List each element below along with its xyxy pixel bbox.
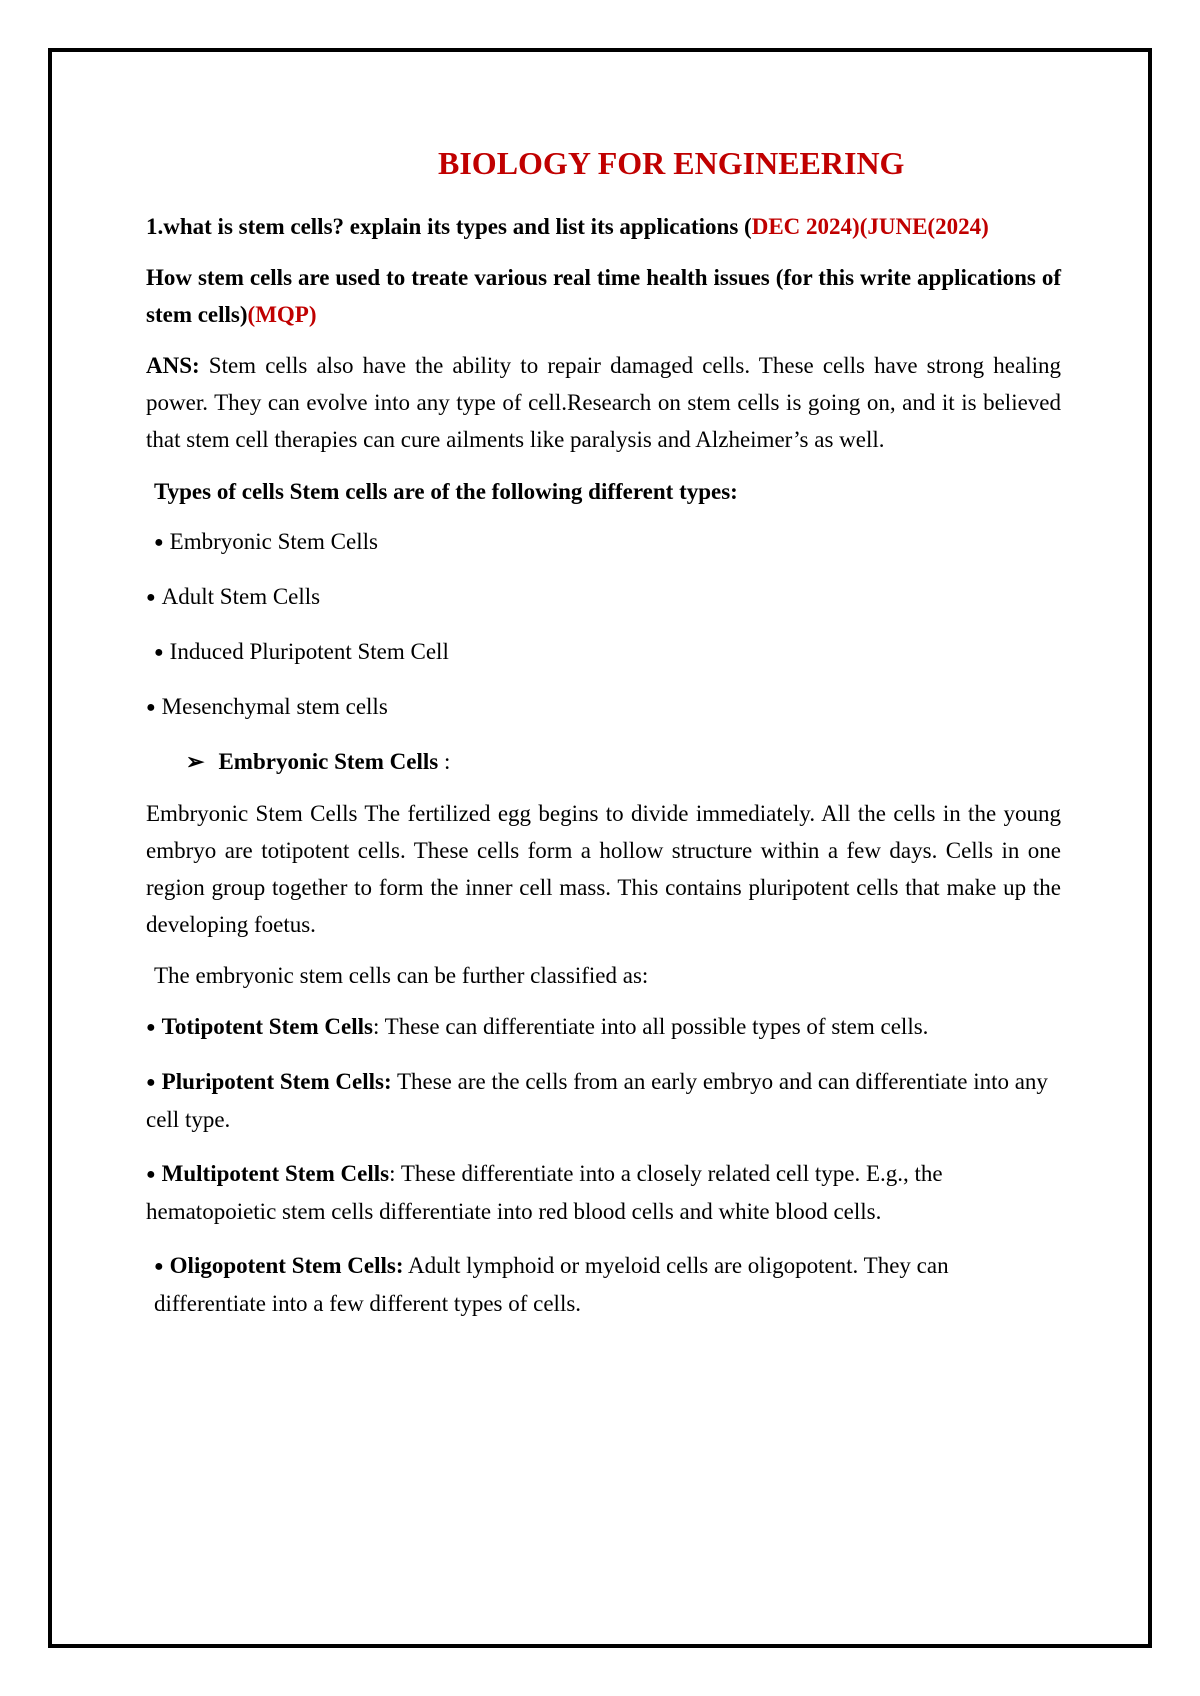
bullet-icon: ● (146, 1166, 156, 1183)
arrow-bullet-icon: ➢ (186, 749, 205, 774)
list-item-label: Adult Stem Cells (161, 584, 321, 609)
list-item (146, 1247, 1061, 1322)
embryonic-heading-suffix: : (438, 749, 451, 774)
classification-list (146, 1008, 1061, 1322)
answer-label: ANS: (146, 353, 200, 378)
embryonic-heading (146, 743, 1061, 780)
bullet-icon: ● (154, 1258, 164, 1275)
list-item-label: Induced Pluripotent Stem Cell (169, 639, 449, 664)
bullet-icon: ● (146, 1074, 156, 1091)
class-term: Pluripotent Stem Cells: (161, 1069, 392, 1094)
class-term: Oligopotent Stem Cells: (169, 1253, 404, 1278)
class-description: Adult lymphoid or myeloid cells are oligopotent. They can differentiate into a few different types of cells. (154, 1253, 949, 1316)
answer-paragraph (146, 347, 1061, 458)
list-item (146, 578, 1061, 616)
question-1-exam-tag: DEC 2024)(JUNE(2024) (751, 214, 989, 239)
list-item (146, 688, 1061, 726)
question-2 (146, 259, 1061, 333)
list-item-label: Embryonic Stem Cells (169, 529, 378, 554)
list-item (146, 1155, 1061, 1230)
embryonic-heading-text: Embryonic Stem Cells (218, 749, 439, 774)
class-term: Totipotent Stem Cells (161, 1014, 373, 1039)
bullet-icon: ● (146, 1019, 156, 1036)
list-item (146, 633, 1061, 671)
question-1 (146, 208, 1061, 245)
list-item (146, 1063, 1061, 1138)
class-description: These are the cells from an early embryo and can differentiate into any cell type. (146, 1069, 1048, 1132)
document-body (146, 208, 1061, 1339)
embryonic-paragraph: Embryonic Stem Cells The fertilized egg begins to divide immediately. All the cells in the young embryo are totipotent cells. These cells form a hollow structure within a few days. Cells in one region group together to form the inner cell mass. This contains pluripotent cells that make up the developing foetus. (146, 801, 1061, 937)
class-term: Multipotent Stem Cells (161, 1161, 390, 1186)
class-description: These differentiate into a closely related cell type. E.g., the hematopoietic stem cells differentiate into red blood cells and white blood cells. (146, 1161, 943, 1224)
class-separator: : (372, 1014, 380, 1039)
list-item (146, 523, 1061, 561)
types-heading: Types of cells Stem cells are of the following different types: (154, 479, 738, 504)
question-2-exam-tag: (MQP) (247, 302, 317, 327)
bullet-icon: ● (154, 644, 164, 661)
bullet-icon: ● (154, 534, 164, 551)
question-1-text: 1.what is stem cells? explain its types and list its applications ( (146, 214, 752, 239)
types-list (146, 523, 1061, 726)
answer-text: Stem cells also have the ability to repair damaged cells. These cells have strong healing power. They can evolve into any type of cell.Research on stem cells is going on, and it is believed that stem cell therapies can cure ailments like paralysis and Alzheimer’s as well. (146, 353, 1061, 452)
classified-intro: The embryonic stem cells can be further classified as: (154, 963, 649, 988)
bullet-icon: ● (146, 699, 156, 716)
question-2-text: How stem cells are used to treate various real time health issues (for this write applications of stem cells) (146, 265, 1061, 327)
class-description: These can differentiate into all possible types of stem cells. (379, 1014, 929, 1039)
list-item-label: Mesenchymal stem cells (161, 694, 388, 719)
bullet-icon: ● (146, 589, 156, 606)
page-title: BIOLOGY FOR ENGINEERING (438, 145, 905, 181)
class-separator: : (389, 1161, 396, 1186)
list-item (146, 1008, 1061, 1046)
